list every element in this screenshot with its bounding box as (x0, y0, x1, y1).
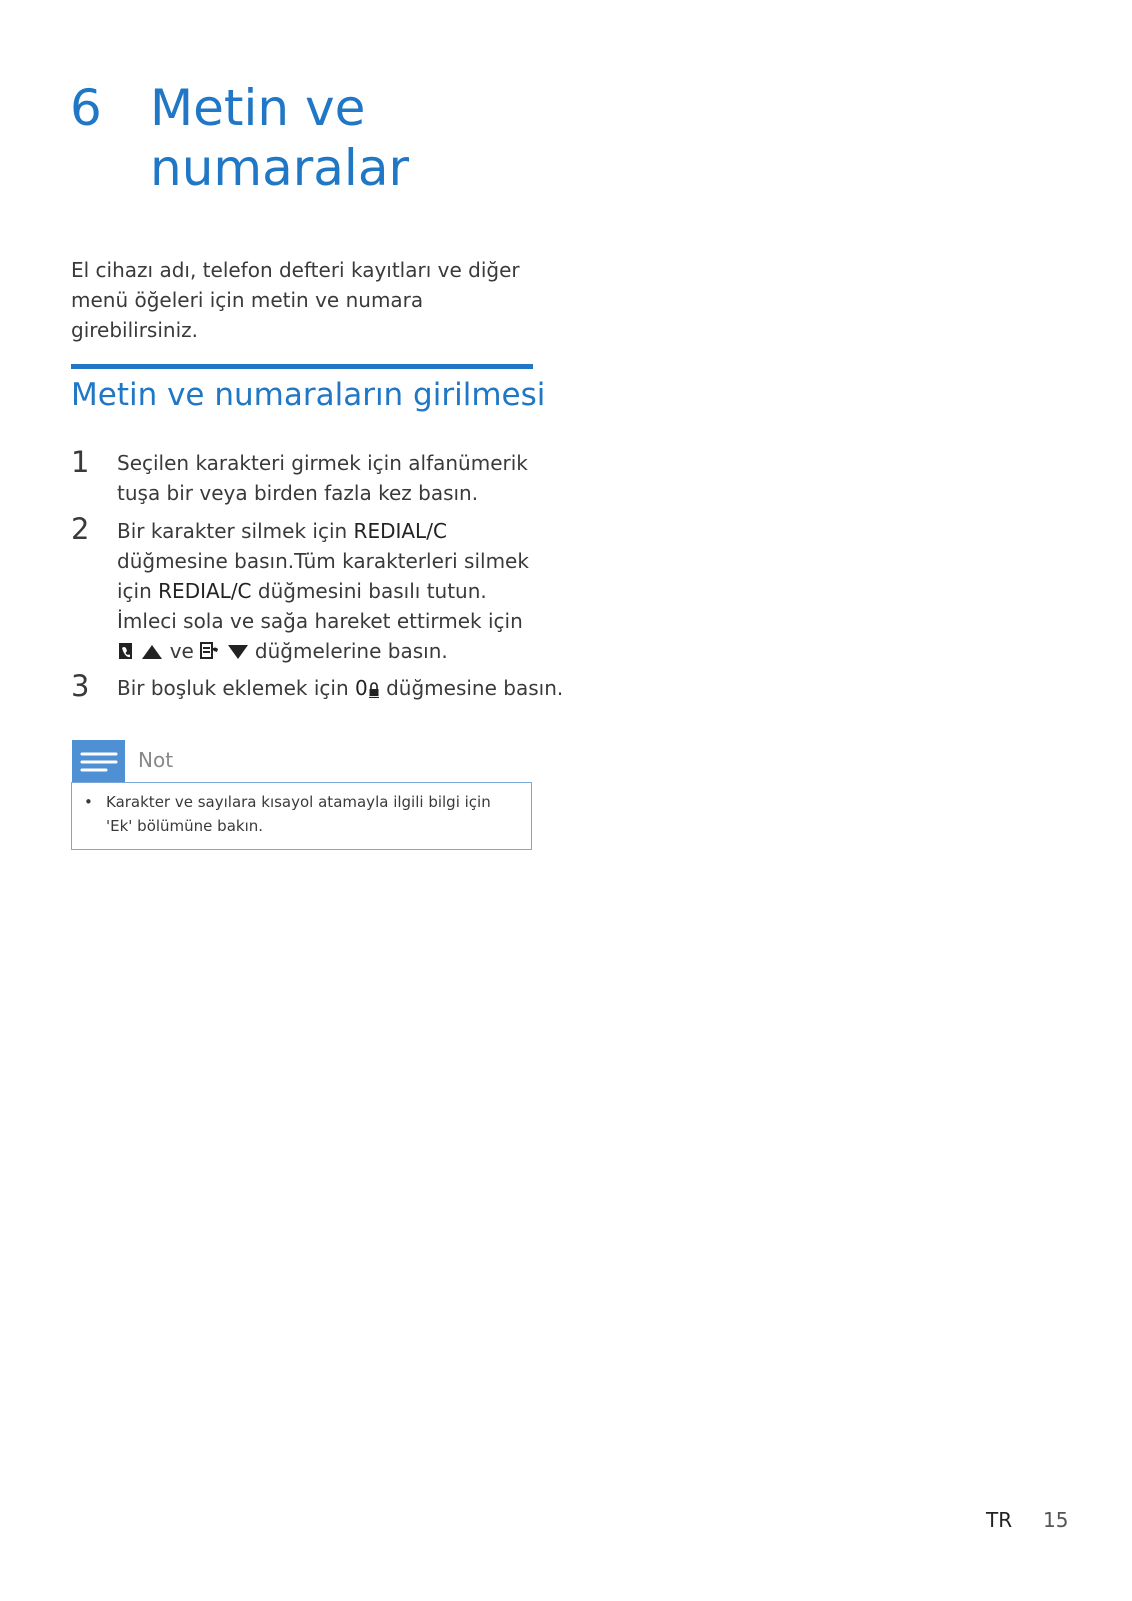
redial-key-label-2: REDIAL/C (158, 579, 252, 603)
zero-key-label: 0 (355, 676, 368, 700)
step-2-text-c: düğmesini basılı tutun. İmleci sola ve sağa hareket ettirmek için (117, 579, 523, 633)
intro-paragraph: El cihazı adı, telefon defteri kayıtları ve diğer menü öğeleri için metin ve numara girebilirsiniz. (71, 258, 520, 342)
footer-language: TR (986, 1508, 1013, 1532)
section-title: Metin ve numaraların girilmesi (71, 377, 546, 413)
step-text-1: Seçilen karakteri girmek için alfanümerik tuşa bir veya birden fazla kez basın. (117, 451, 528, 505)
note-label: Not (138, 748, 174, 772)
step-2-text-b: düğmesine basın.Tüm karakterleri silmek için (117, 549, 529, 603)
redial-list-icon (200, 639, 220, 669)
step-number-1: 1 (71, 445, 90, 479)
redial-key-label: REDIAL/C (353, 519, 447, 543)
step-3-text-a: Bir boşluk eklemek için (117, 676, 355, 700)
note-bullet: • (84, 793, 93, 811)
step-2-text-a: Bir karakter silmek için (117, 519, 354, 543)
down-triangle-icon (227, 639, 249, 669)
up-triangle-icon (141, 639, 163, 669)
lock-icon (368, 676, 380, 706)
section-rule (71, 364, 533, 369)
phonebook-icon (117, 639, 135, 669)
chapter-title (150, 78, 570, 198)
step-number-3: 3 (71, 669, 90, 703)
step-3-text-b: düğmesine basın. (379, 676, 564, 700)
note-text: Karakter ve sayılara kısayol atamayla ilgili bilgi için 'Ek' bölümüne bakın. (106, 793, 491, 835)
step-2-text-d: ve (163, 639, 201, 663)
chapter-title-line-2: numaralar (150, 139, 410, 197)
note-icon (72, 740, 125, 782)
chapter-title-line-1: Metin ve (150, 79, 366, 137)
step-text-2 (117, 516, 547, 669)
step-2-text-e: düğmelerine basın. (248, 639, 448, 663)
step-number-2: 2 (71, 512, 90, 546)
page-number: 15 (1043, 1508, 1069, 1532)
step-text-3 (117, 673, 577, 706)
chapter-number: 6 (70, 79, 102, 137)
